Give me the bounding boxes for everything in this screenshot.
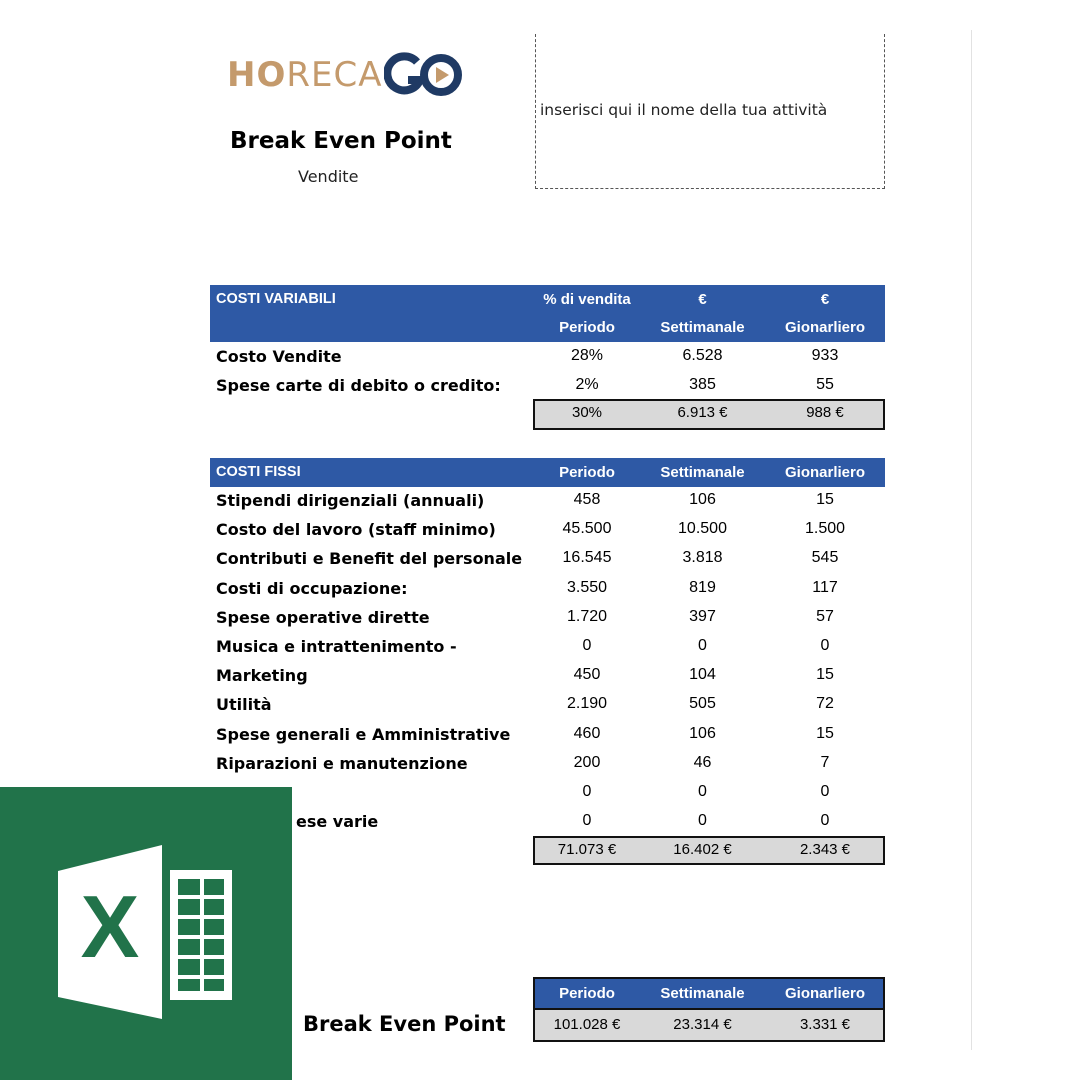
table-cell: 397 xyxy=(689,608,716,625)
horecago-logo xyxy=(227,52,464,98)
table-cell: 0 xyxy=(698,812,707,829)
fc-total-period: 71.073 € xyxy=(557,841,617,858)
vc-total-daily: 988 € xyxy=(806,404,844,421)
table-cell: 819 xyxy=(689,579,716,596)
vc-col3-line2: Gionarliero xyxy=(784,319,866,336)
svg-text:X: X xyxy=(80,877,140,976)
logo-go-icon xyxy=(384,52,464,98)
table-cell: 104 xyxy=(689,666,716,683)
vc-col2-line1: € xyxy=(698,291,707,308)
table-cell: 55 xyxy=(816,376,834,393)
table-cell: 460 xyxy=(573,725,601,742)
table-row-label: Marketing xyxy=(216,666,308,685)
table-cell: 0 xyxy=(582,637,592,654)
table-cell: 0 xyxy=(698,637,707,654)
table-cell: 16.545 xyxy=(562,549,612,566)
bep-col2: Settimanale xyxy=(660,985,745,1002)
table-row-label: Utilità xyxy=(216,695,272,714)
page-edge xyxy=(971,30,972,1050)
logo-text-reca: RECA xyxy=(286,55,383,95)
page-title: Break Even Point xyxy=(230,128,452,154)
table-cell: 0 xyxy=(698,783,707,800)
logo-text-ho: HO xyxy=(227,55,287,95)
table-cell: 106 xyxy=(689,491,716,508)
table-cell: 933 xyxy=(811,347,839,364)
table-row-label: Costo del lavoro (staff minimo) xyxy=(216,520,496,539)
table-cell: 3.550 xyxy=(566,579,608,596)
table-row-label: ese varie xyxy=(296,812,379,831)
table-row-label: Costi di occupazione: xyxy=(216,579,408,598)
table-cell: 15 xyxy=(816,491,834,508)
vc-total-weekly: 6.913 € xyxy=(677,404,728,421)
table-cell: 15 xyxy=(816,666,834,683)
table-row-label: Spese operative dirette xyxy=(216,608,430,627)
table-cell: 0 xyxy=(582,783,592,800)
excel-icon xyxy=(0,787,292,1080)
fc-total-weekly: 16.402 € xyxy=(673,841,732,858)
table-cell: 0 xyxy=(820,783,830,800)
table-cell: 1.500 xyxy=(804,520,846,537)
table-cell: 385 xyxy=(689,376,716,393)
table-row-label: Contributi e Benefit del personale xyxy=(216,549,523,568)
table-cell: 2% xyxy=(575,376,599,393)
table-cell: 57 xyxy=(816,608,834,625)
table-cell: 28% xyxy=(570,347,604,364)
table-cell: 450 xyxy=(573,666,601,683)
table-cell: 0 xyxy=(820,637,830,654)
table-cell: 72 xyxy=(816,695,834,712)
table-cell: 200 xyxy=(573,754,601,771)
table-cell: 1.720 xyxy=(566,608,608,625)
page-subtitle: Vendite xyxy=(298,167,359,186)
fc-col2: Settimanale xyxy=(660,464,745,481)
table-cell: 0 xyxy=(582,812,592,829)
table-row-label: Costo Vendite xyxy=(216,347,342,366)
vc-col1-line2: Periodo xyxy=(559,319,615,336)
table-cell: 545 xyxy=(811,549,839,566)
variable-costs-title: COSTI VARIABILI xyxy=(216,291,336,307)
table-row-label: Spese generali e Amministrative xyxy=(216,725,511,744)
table-cell: 6.528 xyxy=(682,347,723,364)
table-cell: 3.818 xyxy=(682,549,723,566)
table-cell: 10.500 xyxy=(678,520,727,537)
table-row-label: Spese carte di debito o credito: xyxy=(216,376,501,395)
bep-period: 101.028 € xyxy=(553,1016,621,1033)
business-name-field[interactable] xyxy=(535,34,885,189)
bep-weekly: 23.314 € xyxy=(673,1016,732,1033)
fc-total-daily: 2.343 € xyxy=(799,841,851,858)
table-row-label: Musica e intrattenimento - xyxy=(216,637,457,656)
bep-col3: Gionarliero xyxy=(784,985,866,1002)
table-cell: 458 xyxy=(573,491,601,508)
bep-col1: Periodo xyxy=(559,985,615,1002)
vc-col1-line1: % di vendita xyxy=(543,291,631,308)
table-cell: 0 xyxy=(820,812,830,829)
table-cell: 2.190 xyxy=(566,695,608,712)
table-row-label: Stipendi dirigenziali (annuali) xyxy=(216,491,485,510)
table-cell: 45.500 xyxy=(562,520,612,537)
vc-col2-line2: Settimanale xyxy=(660,319,745,336)
table-cell: 46 xyxy=(693,754,712,771)
bep-daily: 3.331 € xyxy=(799,1016,851,1033)
vc-total-period: 30% xyxy=(571,404,603,421)
table-row-label: Riparazioni e manutenzione xyxy=(216,754,468,773)
table-cell: 15 xyxy=(816,725,834,742)
business-name-placeholder: inserisci qui il nome della tua attività xyxy=(540,101,828,119)
vc-col3-line1: € xyxy=(820,291,830,308)
table-cell: 7 xyxy=(820,754,830,771)
table-cell: 117 xyxy=(812,579,838,596)
table-cell: 106 xyxy=(689,725,716,742)
fc-col1: Periodo xyxy=(559,464,615,481)
table-cell: 505 xyxy=(689,695,716,712)
break-even-label: Break Even Point xyxy=(303,1012,506,1036)
fc-col3: Gionarliero xyxy=(784,464,866,481)
fixed-costs-title: COSTI FISSI xyxy=(216,464,301,480)
